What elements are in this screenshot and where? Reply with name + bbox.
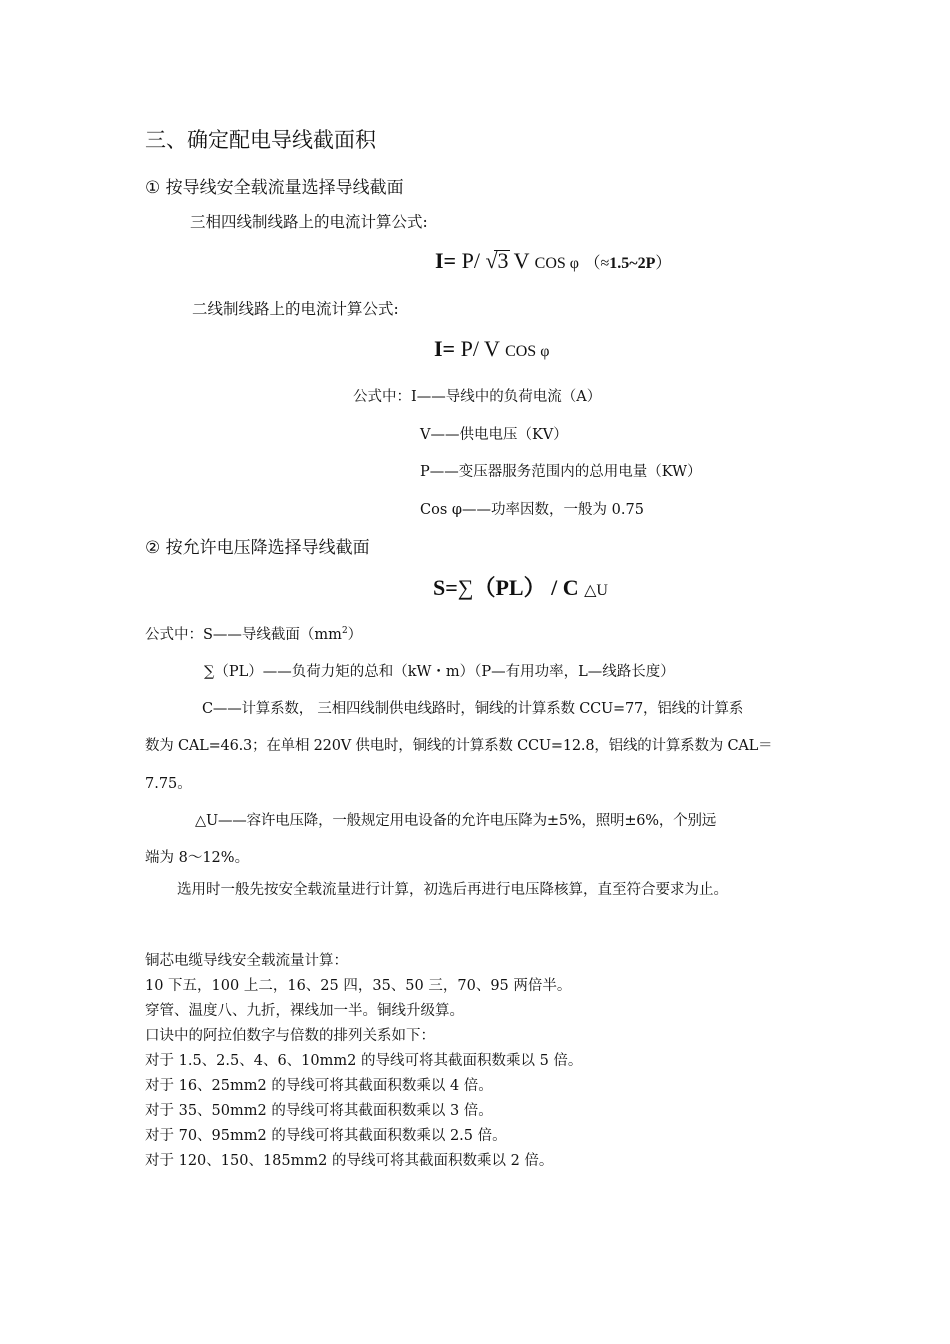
legend-p: P——变压器服务范围内的总用电量（KW） (420, 464, 702, 480)
formula2-cos: COS φ (505, 343, 550, 360)
selection-note: 选用时一般先按安全载流量进行计算，初选后再进行电压降核算，直至符合要求为止。 (177, 882, 728, 898)
formula2-lhs: I= (434, 336, 456, 361)
c-line-3: 7.75。 (145, 776, 192, 792)
legend-s-text: 公式中：S——导线截面（mm (145, 627, 342, 643)
formula3-delta-u: △U (584, 582, 608, 599)
sqrt-three (485, 248, 508, 274)
formula-note-close: ） (655, 255, 672, 272)
formula-three-phase (435, 248, 671, 274)
formula-p: P/ (461, 248, 480, 273)
formula3-lhs: S= (433, 575, 458, 600)
legend-sigma: ∑（PL）——负荷力矩的总和（kW・m）（P—有用功率，L—线路长度） (204, 664, 675, 680)
sqrt-radicand: 3 (497, 248, 509, 273)
formula3-slash-c: / C (551, 575, 579, 600)
copper-line-5: 对于 1.5、2.5、4、6、10mm2 的导线可将其截面积数乘以 5 倍。 (145, 1053, 583, 1069)
formula-note-value: 1.5~2P (609, 255, 656, 272)
formula-v: V (508, 248, 530, 273)
formula-voltage-drop (433, 571, 608, 602)
legend-s (145, 623, 362, 644)
c-line-1: C——计算系数， 三相四线制供电线路时，铜线的计算系数 CCU=77，铝线的计算系 (202, 701, 744, 717)
legend-s-close: ） (347, 627, 363, 643)
du-line-2: 端为 8～12%。 (145, 850, 250, 866)
legend-v: V——供电电压（KV） (420, 427, 568, 443)
formula-two-wire (434, 336, 549, 362)
copper-line-8: 对于 70、95mm2 的导线可将其截面积数乘以 2.5 倍。 (145, 1128, 507, 1144)
formula-lhs: I= (435, 248, 457, 273)
legend-cos: Cos φ——功率因数，一般为 0.75 (420, 502, 644, 518)
subsection-1-title: ① 按导线安全载流量选择导线截面 (145, 178, 404, 198)
du-line-1: △U——容许电压降，一般规定用电设备的允许电压降为±5%，照明±6%，个别远 (195, 813, 717, 829)
copper-line-6: 对于 16、25mm2 的导线可将其截面积数乘以 4 倍。 (145, 1078, 493, 1094)
copper-line-7: 对于 35、50mm2 的导线可将其截面积数乘以 3 倍。 (145, 1103, 493, 1119)
two-wire-intro: 二线制线路上的电流计算公式: (192, 300, 399, 318)
copper-line-3: 穿管、温度八、九折，裸线加一半。铜线升级算。 (145, 1003, 464, 1019)
three-phase-intro: 三相四线制线路上的电流计算公式: (190, 213, 428, 231)
copper-line-9: 对于 120、150、185mm2 的导线可将其截面积数乘以 2 倍。 (145, 1153, 554, 1169)
c-line-2: 数为 CAL=46.3；在单相 220V 供电时，铜线的计算系数 CCU=12.8，铝线的计算系数为 CAL＝ (145, 738, 773, 754)
subsection-2-title: ② 按允许电压降选择导线截面 (145, 538, 370, 558)
section-title: 三、确定配电导线截面积 (145, 128, 376, 152)
copper-line-1: 铜芯电缆导线安全载流量计算： (145, 953, 348, 969)
formula3-pl: （PL） (473, 575, 546, 600)
sqrt-symbol: √ (485, 248, 498, 273)
formula-cos: COS φ (534, 255, 579, 272)
sigma-symbol: ∑ (457, 575, 474, 600)
legend-i: 公式中：I——导线中的负荷电流（A） (353, 389, 602, 405)
copper-line-2: 10 下五，100 上二，16、25 四，35、50 三，70、95 两倍半。 (145, 978, 572, 994)
formula-note-open: （≈ (584, 255, 610, 272)
formula2-pv: P/ V (460, 336, 500, 361)
copper-line-4: 口诀中的阿拉伯数字与倍数的排列关系如下： (145, 1028, 435, 1044)
legend-s-sup: 2 (341, 626, 348, 637)
